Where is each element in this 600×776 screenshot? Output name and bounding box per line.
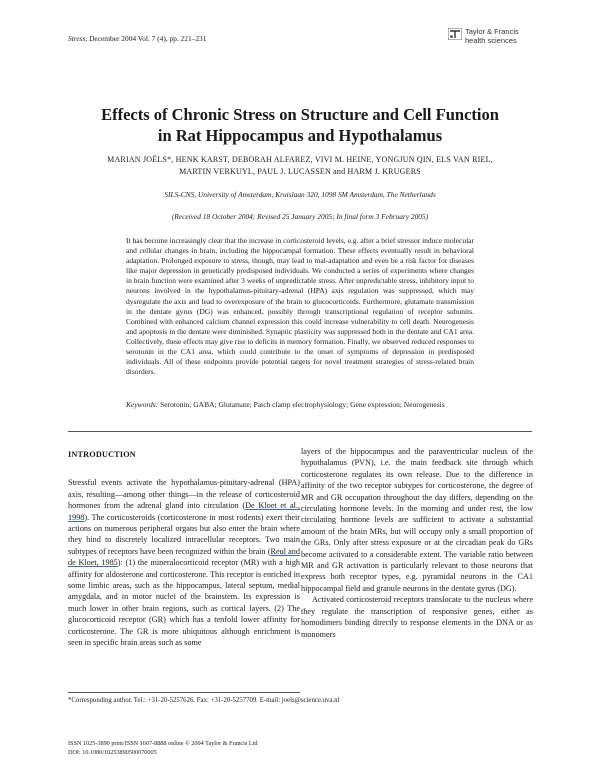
section-divider <box>68 431 532 432</box>
body-paragraph-continued: layers of the hippocampus and the paraventricular nucleus of the hypothalamus (PVN), i.e. the main feedback site through which corticosterone regulates its own release. Due to the difference in affinity of the two receptor subtypes for corticosterone, the degree of MR and GR occupation throughout the day differs, depending on the circulating hormone levels. In the morning and under rest, the low circulating hormone levels are sufficient to activate a substantial amount of the brain MRs, but will occupy only a small proportion of the GRs. Only after stress exposure or at the circadian peak do GRs become activated to a considerable extent. The variable ratio between MR and GR activation is particularly relevant to those neurons that express both receptor types, e.g. pyramidal neurons in the CA1 hippocampal field and granule neurons in the dentate gyrus (DG). <box>301 447 533 593</box>
title-line-1: Effects of Chronic Stress on Structure and Cell Function <box>101 105 499 124</box>
citation-link[interactable]: Reul and de Kloet, 1985 <box>68 546 300 568</box>
intro-text-a: Stressful events activate the hypothalamus-pituitary-adrenal (HPA) axis, resulting—among other things—in the release of corticosteroid hormones from the adrenal gland into circulation ( <box>68 478 300 511</box>
keywords-text: Serotonin; GABA; Glutamate; Patch clamp electrophysiology; Gene expression; Neurogenesis <box>158 400 445 409</box>
authors-line-2: MARTIN VERKUYL, PAUL J. LUCASSEN and HARM J. KRUGERS <box>179 167 421 176</box>
keywords-label: Keywords: <box>126 400 159 409</box>
keywords <box>126 400 474 410</box>
publisher-division: health sciences <box>465 36 517 45</box>
footnote-divider <box>68 692 300 693</box>
title-line-2: in Rat Hippocampus and Hypothalamus <box>157 126 443 145</box>
doi-line: DOI: 10.1080/10253890500070005 <box>68 748 157 756</box>
article-title <box>40 104 560 146</box>
corresponding-author-footnote: *Corresponding author. Tel.: +31-20-5257626. Fax: +31-20-5257709. E-mail: joels@science.uva.nl <box>68 697 340 704</box>
section-heading: INTRODUCTION <box>68 450 136 459</box>
publisher-logo <box>448 27 548 53</box>
body-paragraph-2: Activated corticosteroid receptors translocate to the nucleus where they regulate the transcription of responsive genes, either as homodimers binding directly to response elements in the DNA or as monomers <box>301 595 533 639</box>
running-head <box>68 34 206 43</box>
taylor-francis-logo-icon <box>448 28 462 40</box>
intro-text-c: ): (1) the mineralocorticoid receptor (MR) with a high affinity for aldosterone and corticosterone. This receptor is enriched in some limbic areas, such as the hippocampus, lateral septum, medial amygdala, and in motor nuclei of the brainstem. Its expression is much lower in other brain regions, such as cortical layers. (2) The glucocorticoid receptor (GR) which has a tenfold lower affinity for corticosterone. The GR is more ubiquitous although enrichment is seen in specific brain areas such as some <box>68 558 301 648</box>
authors-line-1: MARIAN JOËLS*, HENK KARST, DEBORAH ALFAREZ, VIVI M. HEINE, YONGJUN QIN, ELS VAN RIEL, <box>107 155 493 164</box>
citation-link[interactable]: De Kloet et al., 1998 <box>68 501 300 522</box>
issn-doi-block <box>68 740 257 757</box>
intro-paragraph-1 <box>68 477 300 648</box>
right-column <box>301 446 533 640</box>
issue-info: , December 2004 Vol. 7 (4), pp. 221–231 <box>85 34 207 43</box>
publisher-name: Taylor & Francis <box>465 27 519 36</box>
affiliation: SILS-CNS, University of Amsterdam, Kruislaan 320, 1098 SM Amsterdam, The Netherlands <box>164 190 436 199</box>
received-dates: (Received 18 October 2004; Revised 25 January 2005; In final form 3 February 2005) <box>171 212 429 221</box>
intro-text-b: ). The corticosteroids (corticosterone in most rodents) exert their actions on numerous peripheral organs but also enter the brain where they bind to discretely localized intracellular receptors. Two main subtypes of receptors have been recognized within the brain ( <box>68 512 300 556</box>
abstract: It has become increasingly clear that the increase in corticosteroid levels, e.g. after a brief stressor induce molecular and cellular changes in brain, including the hippocampal formation. These effects eventually result in behavioral adaptation. Prolonged exposure to stress, though, may lead to mal-adaptation and even be a risk factor for diseases like major depression in genetically predisposed individuals. We conducted a series of experiments where changes in brain function were examined after 3 weeks of unpredictable stress. After unpredictable stress, inhibitory input to neurons involved in the hypothalamus-pituitary-adrenal (HPA) axis regulation was suppressed, which may dysregulate the axis and lead to overexposure of the brain to glucocorticoids. Furthermore, glutamate transmission in the dentate gyrus (DG) was enhanced, possibly through transcriptional regulation of receptor subunits. Combined with enhanced calcium channel expression this could increase vulnerability to cell death. Neurogenesis and apoptosis in the dentate were diminished. Synaptic plasticity was suppressed both in the dentate and CA1 area. Collectively, these effects may give rise to deficits in memory formation. Finally, we observed reduced responses to serotonin in the CA1 area, which could contribute to the onset of symptoms of depression in predisposed individuals. All of these endpoints provide potential targets for novel treatment strategies of stress-related brain disorders. <box>126 236 474 377</box>
journal-name: Stress <box>68 34 86 43</box>
author-list <box>60 154 540 178</box>
left-column <box>68 446 300 649</box>
issn-line: ISSN 1025-3890 print/ISSN 1607-8888 online © 2004 Taylor & Francis Ltd <box>68 740 258 747</box>
